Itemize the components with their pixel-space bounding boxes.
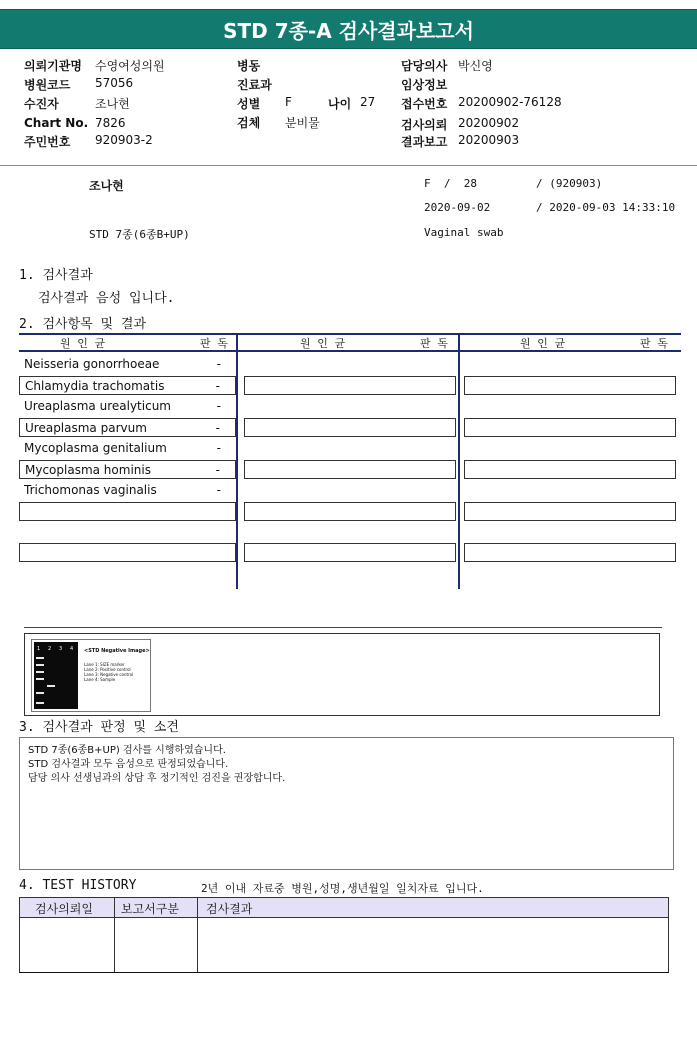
ward-label: 병동 [237, 59, 261, 73]
report-value: 20200903 [458, 133, 520, 147]
pathogen-result: - [216, 399, 221, 413]
lane-number: 4 [70, 646, 74, 652]
pathogen-result: - [216, 441, 221, 455]
pathogen-result: - [216, 483, 221, 497]
patient-label: 수진자 [24, 97, 59, 111]
empty-cell [244, 418, 456, 437]
finding-line: STD 검사결과 모두 음성으로 판정되었습니다. [28, 759, 229, 770]
history-table [19, 897, 669, 973]
specimen-value: 분비물 [285, 116, 320, 130]
hospcode-label: 병원코드 [24, 78, 71, 92]
specimen-type: Vaginal swab [424, 226, 504, 239]
empty-cell [464, 376, 676, 395]
table-top-rule [19, 333, 681, 335]
gel-legend-item: Lane 2: Positive control [84, 667, 131, 672]
gel-band [36, 657, 44, 659]
pathogen-row [19, 397, 236, 416]
report-label: 결과보고 [401, 135, 448, 149]
gel-image [31, 639, 151, 712]
request-label: 검사의뢰 [401, 118, 448, 132]
empty-cell [464, 418, 676, 437]
col-pathogen-header: 원 인 균 [60, 337, 106, 350]
lane-number: 2 [48, 646, 52, 652]
org-value: 수영여성의원 [95, 59, 165, 73]
test-name: STD 7종(6종B+UP) [89, 228, 190, 241]
report-title: STD 7종-A 검사결과보고서 [0, 9, 697, 49]
patient-name: 조나현 [89, 179, 124, 193]
resid-label: 주민번호 [24, 135, 71, 149]
gel-legend-item: Lane 3: Negative control [84, 672, 134, 677]
col-pathogen-header: 원 인 균 [300, 337, 346, 350]
patient-sex-age: F / 28 [424, 177, 477, 190]
pathogen-name: Mycoplasma genitalium [24, 441, 167, 455]
gel-photo [34, 642, 78, 709]
empty-cell [244, 460, 456, 479]
pathogen-name: Mycoplasma hominis [25, 463, 151, 477]
hospcode-value: 57056 [95, 76, 134, 90]
image-top-rule [24, 627, 662, 628]
doctor-value: 박신영 [458, 59, 493, 73]
lane-number: 1 [37, 646, 41, 652]
receipt-value: 20200902-76128 [458, 95, 562, 109]
age-label: 나이 [328, 97, 352, 111]
pathogen-row-empty [19, 502, 236, 521]
col-reading-header: 판 독 [200, 337, 228, 350]
clinical-label: 임상정보 [401, 78, 448, 92]
finding-line: STD 7종(6종B+UP) 검사를 시행하였습니다. [28, 745, 226, 756]
resid-value: 920903-2 [95, 133, 153, 147]
empty-cell [464, 543, 676, 562]
chart-value: 7826 [95, 116, 126, 130]
col-reading-header: 판 독 [420, 337, 448, 350]
section4-heading: 4. TEST HISTORY [19, 878, 137, 893]
table-col-divider [458, 333, 460, 589]
findings-box [19, 737, 674, 870]
empty-cell [244, 543, 456, 562]
empty-cell [244, 502, 456, 521]
history-col-header: 검사결과 [206, 902, 253, 916]
pathogen-name: Chlamydia trachomatis [25, 379, 165, 393]
pathogen-row [19, 481, 236, 500]
gel-band [36, 702, 44, 704]
history-note: 2년 이내 자료중 병원,성명,생년월일 일치자료 입니다. [201, 882, 484, 895]
gel-band [47, 685, 55, 687]
history-col-header: 검사의뢰일 [35, 902, 93, 916]
gel-image-frame [24, 633, 660, 716]
chart-label: Chart No. [24, 116, 89, 130]
empty-cell [464, 460, 676, 479]
receipt-label: 접수번호 [401, 97, 448, 111]
pathogen-name: Ureaplasma parvum [25, 421, 147, 435]
pathogen-name: Neisseria gonorrhoeae [24, 357, 160, 371]
sex-label: 성별 [237, 97, 261, 111]
pathogen-result: - [216, 357, 221, 371]
patient-birth: / (920903) [536, 177, 603, 190]
col-reading-header: 판 독 [640, 337, 668, 350]
specimen-label: 검체 [237, 116, 261, 130]
pathogen-row [19, 376, 236, 395]
pathogen-result: - [215, 463, 220, 477]
gel-legend-item: Lane 1: SIZE marker [84, 662, 125, 667]
age-value: 27 [360, 95, 376, 109]
gel-band [36, 678, 44, 680]
pathogen-name: Ureaplasma urealyticum [24, 399, 171, 413]
gel-band [36, 671, 44, 673]
finding-line: 담당 의사 선생님과의 상담 후 정기적인 검진을 권장합니다. [28, 773, 286, 784]
sex-value: F [285, 95, 292, 109]
result-summary: 검사결과 음성 입니다. [38, 291, 175, 306]
pathogen-row [19, 418, 236, 437]
col-pathogen-header: 원 인 균 [520, 337, 566, 350]
pathogen-row [19, 439, 236, 458]
gel-title: <STD Negative Image> [84, 648, 150, 654]
dept-label: 진료과 [237, 78, 272, 92]
table-header-rule [19, 350, 681, 352]
patient-value: 조나현 [95, 97, 130, 111]
pathogen-result: - [215, 421, 220, 435]
gel-band [36, 664, 44, 666]
request-date: 2020-09-02 [424, 201, 491, 214]
pathogen-name: Trichomonas vaginalis [24, 483, 157, 497]
pathogen-row-empty [19, 543, 236, 562]
section3-heading: 3. 검사결과 판정 및 소견 [19, 720, 179, 735]
request-value: 20200902 [458, 116, 520, 130]
doctor-label: 담당의사 [401, 59, 448, 73]
report-datetime: / 2020-09-03 14:33:10 [536, 201, 676, 214]
gel-legend-item: Lane 4: Sample [84, 677, 116, 682]
table-col-divider [236, 333, 238, 589]
section2-heading: 2. 검사항목 및 결과 [19, 317, 147, 332]
pathogen-result: - [215, 379, 220, 393]
header-divider [0, 165, 697, 166]
empty-cell [244, 376, 456, 395]
empty-cell [464, 502, 676, 521]
lane-number: 3 [59, 646, 63, 652]
pathogen-row [19, 460, 236, 479]
gel-band [36, 692, 44, 694]
history-col-header: 보고서구분 [121, 902, 179, 916]
org-label: 의뢰기관명 [24, 59, 82, 73]
section1-heading: 1. 검사결과 [19, 268, 93, 283]
pathogen-row [19, 355, 236, 374]
